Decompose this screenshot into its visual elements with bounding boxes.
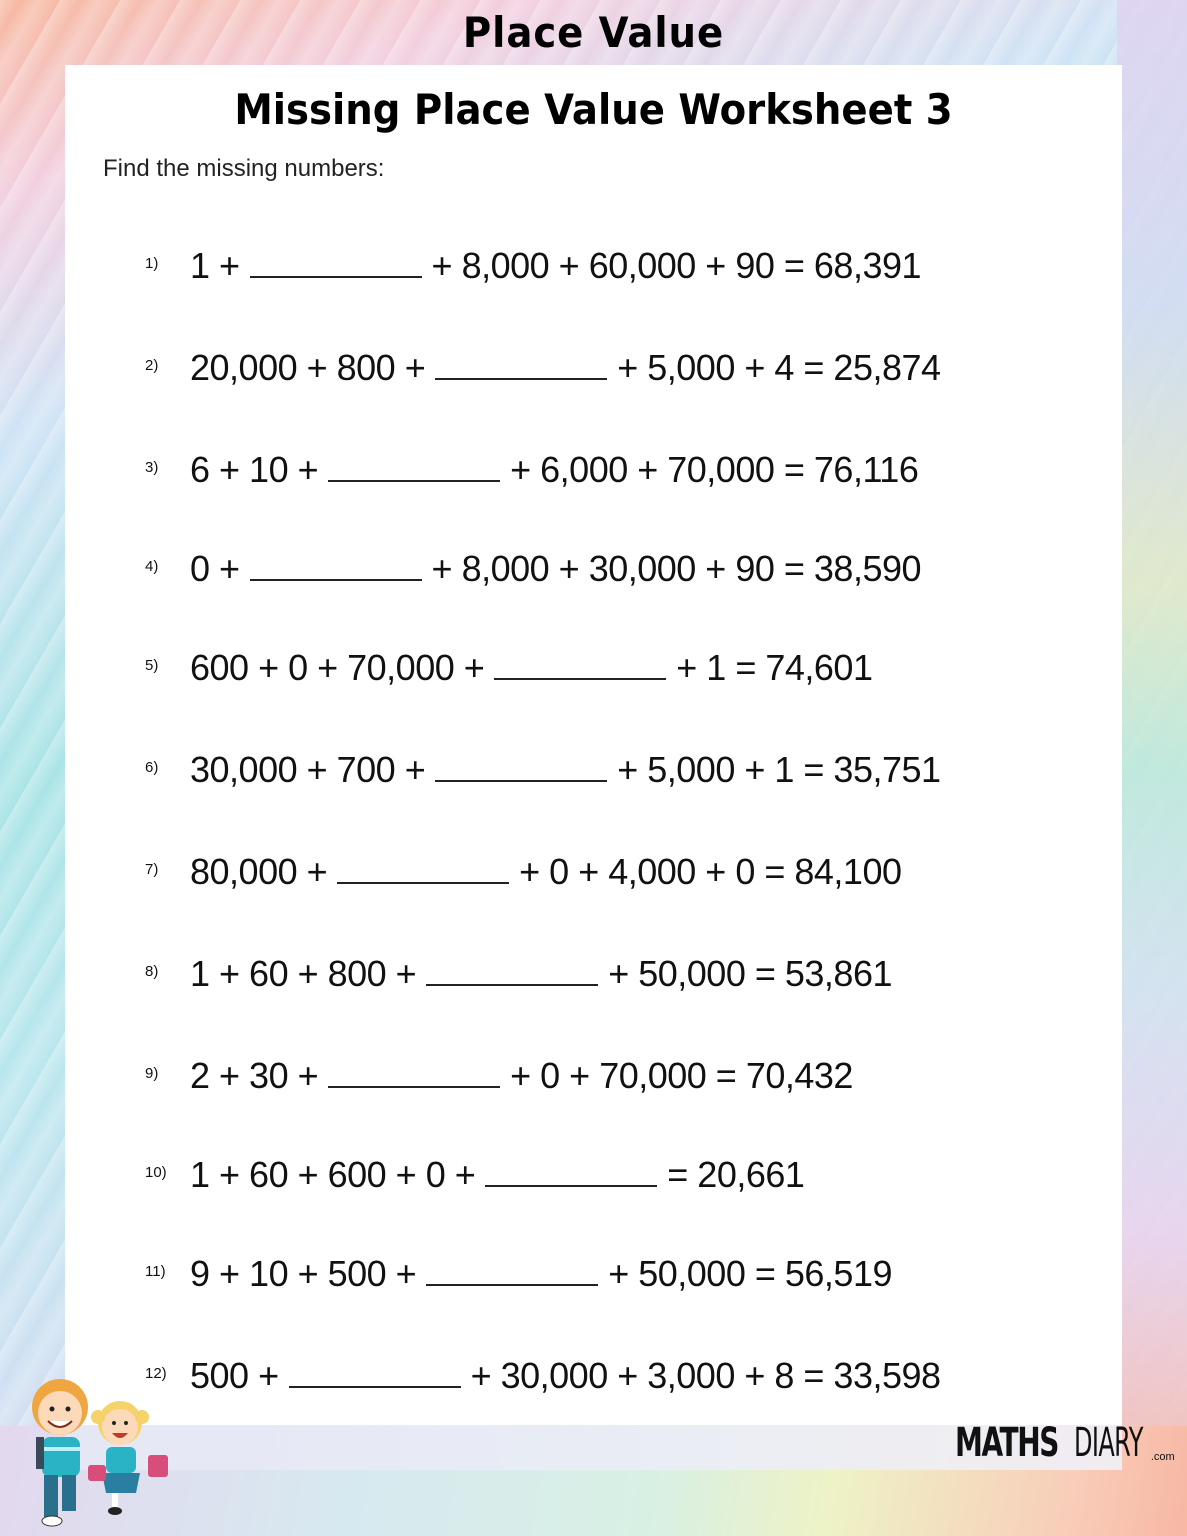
expression-after: + 6,000 + 70,000 = 76,116 [510, 449, 919, 490]
expression-after: + 50,000 = 56,519 [608, 1253, 892, 1294]
answer-blank[interactable] [289, 1356, 461, 1388]
problem-number: 9) [145, 1065, 159, 1082]
expression-before: 2 + 30 + [190, 1055, 319, 1096]
instructions: Find the missing numbers: [103, 155, 385, 182]
problem-7 [145, 851, 902, 911]
problem-number: 6) [145, 759, 159, 776]
problem-1 [145, 245, 921, 305]
background-right-stripe [1117, 0, 1187, 1536]
mathsdiary-logo [955, 1420, 1175, 1466]
problem-number: 4) [145, 558, 159, 575]
logo-com: .com [1150, 1451, 1175, 1463]
expression-after: + 8,000 + 30,000 + 90 = 38,590 [431, 548, 922, 589]
answer-blank[interactable] [337, 852, 509, 884]
problem-2 [145, 347, 941, 407]
problem-number: 8) [145, 963, 159, 980]
logo-diary: DIARY [1074, 1420, 1144, 1466]
expression-after: + 0 + 70,000 = 70,432 [510, 1055, 853, 1096]
problem-11 [145, 1253, 892, 1313]
expression-before: 6 + 10 + [190, 449, 319, 490]
worksheet-title: Missing Place Value Worksheet 3 [234, 85, 953, 134]
answer-blank[interactable] [328, 450, 500, 482]
expression-before: 600 + 0 + 70,000 + [190, 647, 485, 688]
expression-before: 30,000 + 700 + [190, 749, 426, 790]
expression-after: + 30,000 + 3,000 + 8 = 33,598 [470, 1355, 941, 1396]
problem-number: 11) [145, 1263, 166, 1280]
answer-blank[interactable] [250, 549, 422, 581]
problem-number: 5) [145, 657, 159, 674]
expression-before: 20,000 + 800 + [190, 347, 426, 388]
answer-blank[interactable] [426, 1254, 598, 1286]
problem-number: 2) [145, 357, 159, 374]
problem-number: 12) [145, 1365, 167, 1382]
problem-8 [145, 953, 892, 1013]
problem-5 [145, 647, 872, 707]
answer-blank[interactable] [250, 246, 422, 278]
problem-number: 3) [145, 459, 159, 476]
answer-blank[interactable] [426, 954, 598, 986]
problem-6 [145, 749, 941, 809]
expression-after: + 8,000 + 60,000 + 90 = 68,391 [431, 245, 922, 286]
problem-number: 1) [145, 255, 159, 272]
answer-blank[interactable] [328, 1056, 500, 1088]
expression-before: 80,000 + [190, 851, 328, 892]
expression-after: + 5,000 + 4 = 25,874 [617, 347, 941, 388]
worksheet-panel [65, 65, 1122, 1425]
problem-4 [145, 548, 921, 608]
expression-before: 1 + 60 + 600 + 0 + [190, 1154, 476, 1195]
logo-maths: MATHS [955, 1420, 1059, 1466]
expression-before: 500 + [190, 1355, 279, 1396]
expression-after: = 20,661 [667, 1154, 805, 1195]
expression-after: + 50,000 = 53,861 [608, 953, 892, 994]
problem-number: 10) [145, 1164, 167, 1181]
expression-after: + 5,000 + 1 = 35,751 [617, 749, 941, 790]
problem-12 [145, 1355, 941, 1415]
answer-blank[interactable] [435, 348, 607, 380]
kids-illustration [8, 1365, 178, 1535]
expression-before: 9 + 10 + 500 + [190, 1253, 417, 1294]
expression-before: 0 + [190, 548, 240, 589]
expression-before: 1 + [190, 245, 240, 286]
answer-blank[interactable] [494, 648, 666, 680]
problem-3 [145, 449, 918, 509]
problem-10 [145, 1154, 804, 1214]
answer-blank[interactable] [435, 750, 607, 782]
expression-after: + 0 + 4,000 + 0 = 84,100 [519, 851, 902, 892]
expression-before: 1 + 60 + 800 + [190, 953, 417, 994]
problem-number: 7) [145, 861, 159, 878]
answer-blank[interactable] [485, 1155, 657, 1187]
site-title: Place Value [462, 8, 725, 57]
expression-after: + 1 = 74,601 [676, 647, 873, 688]
problem-9 [145, 1055, 853, 1115]
